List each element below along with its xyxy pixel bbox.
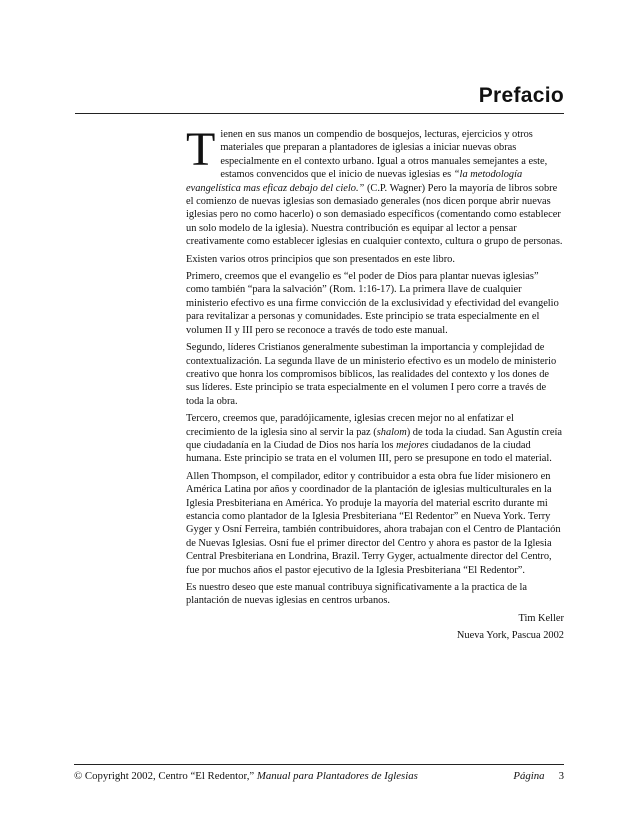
intro-quote: “la metodología evangelística mas eficaz debajo del cielo.” [186, 169, 523, 194]
second-principle-paragraph: Segundo, líderes Cristianos generalmente subestiman la importancia y complejidad de contextualización. La segunda llave de un ministerio efectivo es un modelo de ministerio creativo que honra los compromisos bíblicos, las realidades del contexto y los dones de sus líderes. Este principio se trata especialmente en el volumen I pero corre a través de toda la obra. [186, 342, 557, 407]
third-text-c: ciudadanos de la ciudad humana. Este principio se trata en el volumen III, pero se presupone en todo el material. [186, 439, 552, 465]
signature-place-date: Nueva York, Pascua 2002 [456, 630, 564, 642]
footer-divider [74, 764, 564, 765]
intro-text-after: (C.P. Wagner) Pero la mayoría de libros sobre el comienzo de nuevas iglesias son demasiado generales (nos dicen porque abrir nuevas iglesias pero no como hacerlo) o son demasiado específicos (comentando como establecer un solo modelo de la iglesia). Nuestra contribución es equipar al lector a pensar creativamente como establecer iglesias en cualquier contexto, cultura o grupo de personas. [186, 182, 563, 248]
page-footer [74, 770, 564, 782]
first-principle-paragraph: Primero, creemos que el evangelio es “el poder de Dios para plantar nuevas iglesias” como también “para la salvación” (Rom. 1:16-17). La primera llave de cualquier ministerio efectivo es una firme convicción de la exclusividad y efectividad del evangelio para revitalizar a personas y comunidades. Este principio se trata especialmente en el volumen II y III pero se reconoce a través de todo este manual. [186, 271, 559, 336]
third-principle-paragraph [186, 412, 564, 466]
intro-paragraph [186, 123, 564, 249]
third-text-b: ) de toda la ciudad. San Agustín creía que ciudadanía en la Ciudad de Dios nos haría los [186, 426, 562, 451]
book-title: Manual para Plantadores de Iglesias [256, 770, 418, 782]
signature-name: Tim Keller [518, 612, 564, 624]
intro-text: ienen en sus manos un compendio de bosquejos, lecturas, ejercicios y otros materiales que preparan a plantadores de iglesias a iniciar nuevas obras especialmente en el contexto urbano. Igual a otros manuales semejantes a este, estamos convencidos que el inicio de nuevas iglesias es [220, 129, 548, 181]
closing-paragraph: Es nuestro deseo que este manual contribuya significativamente a la practica de la plantación de nuevas iglesias en centros urbanos. [186, 582, 528, 607]
mejores-term: mejores [396, 439, 429, 451]
copyright-text: © Copyright 2002, Centro “El Redentor,” [74, 770, 257, 782]
page-title: Prefacio [478, 84, 564, 107]
drop-cap: T [186, 123, 216, 176]
title-divider [75, 113, 564, 114]
principles-paragraph: Existen varios otros principios que son presentados en este libro. [186, 253, 455, 265]
page-number: 3 [558, 770, 564, 782]
footer-page [513, 770, 564, 782]
third-text-a: Tercero, creemos que, paradójicamente, iglesias crecen mejor no al enfatizar el crecimiento de la iglesia sino al servir la paz ( [186, 413, 514, 438]
contributors-paragraph: Allen Thompson, el compilador, editor y contribuidor a esta obra fue líder misionero en América Latina por años y coordinador de la plantación de iglesias multiculturales en la Iglesia Presbiteriana en América. Yo produje la mayoría del material escrito durante mi estancia como plantador de la Iglesia Presbiteriana “El Redentor” en Nueva York. Terry Gyger y Osní Ferreira, también contribuidores, ahora trabajan con el Centro de Plantación de Nuevas Iglesias. Osní fue el primer director del Centro y ahora es pastor de la Iglesia Central Presbiteriana en Londrina, Brazil. Terry Gyger, actualmente director del Centro, fue por muchos años el pastor ejecutivo de la Iglesia Presbiteriana “El Redentor”. [186, 470, 561, 576]
preface-body [186, 123, 564, 647]
shalom-term: shalom [376, 426, 407, 438]
footer-copyright [74, 770, 418, 782]
page-label: Página [513, 770, 545, 782]
